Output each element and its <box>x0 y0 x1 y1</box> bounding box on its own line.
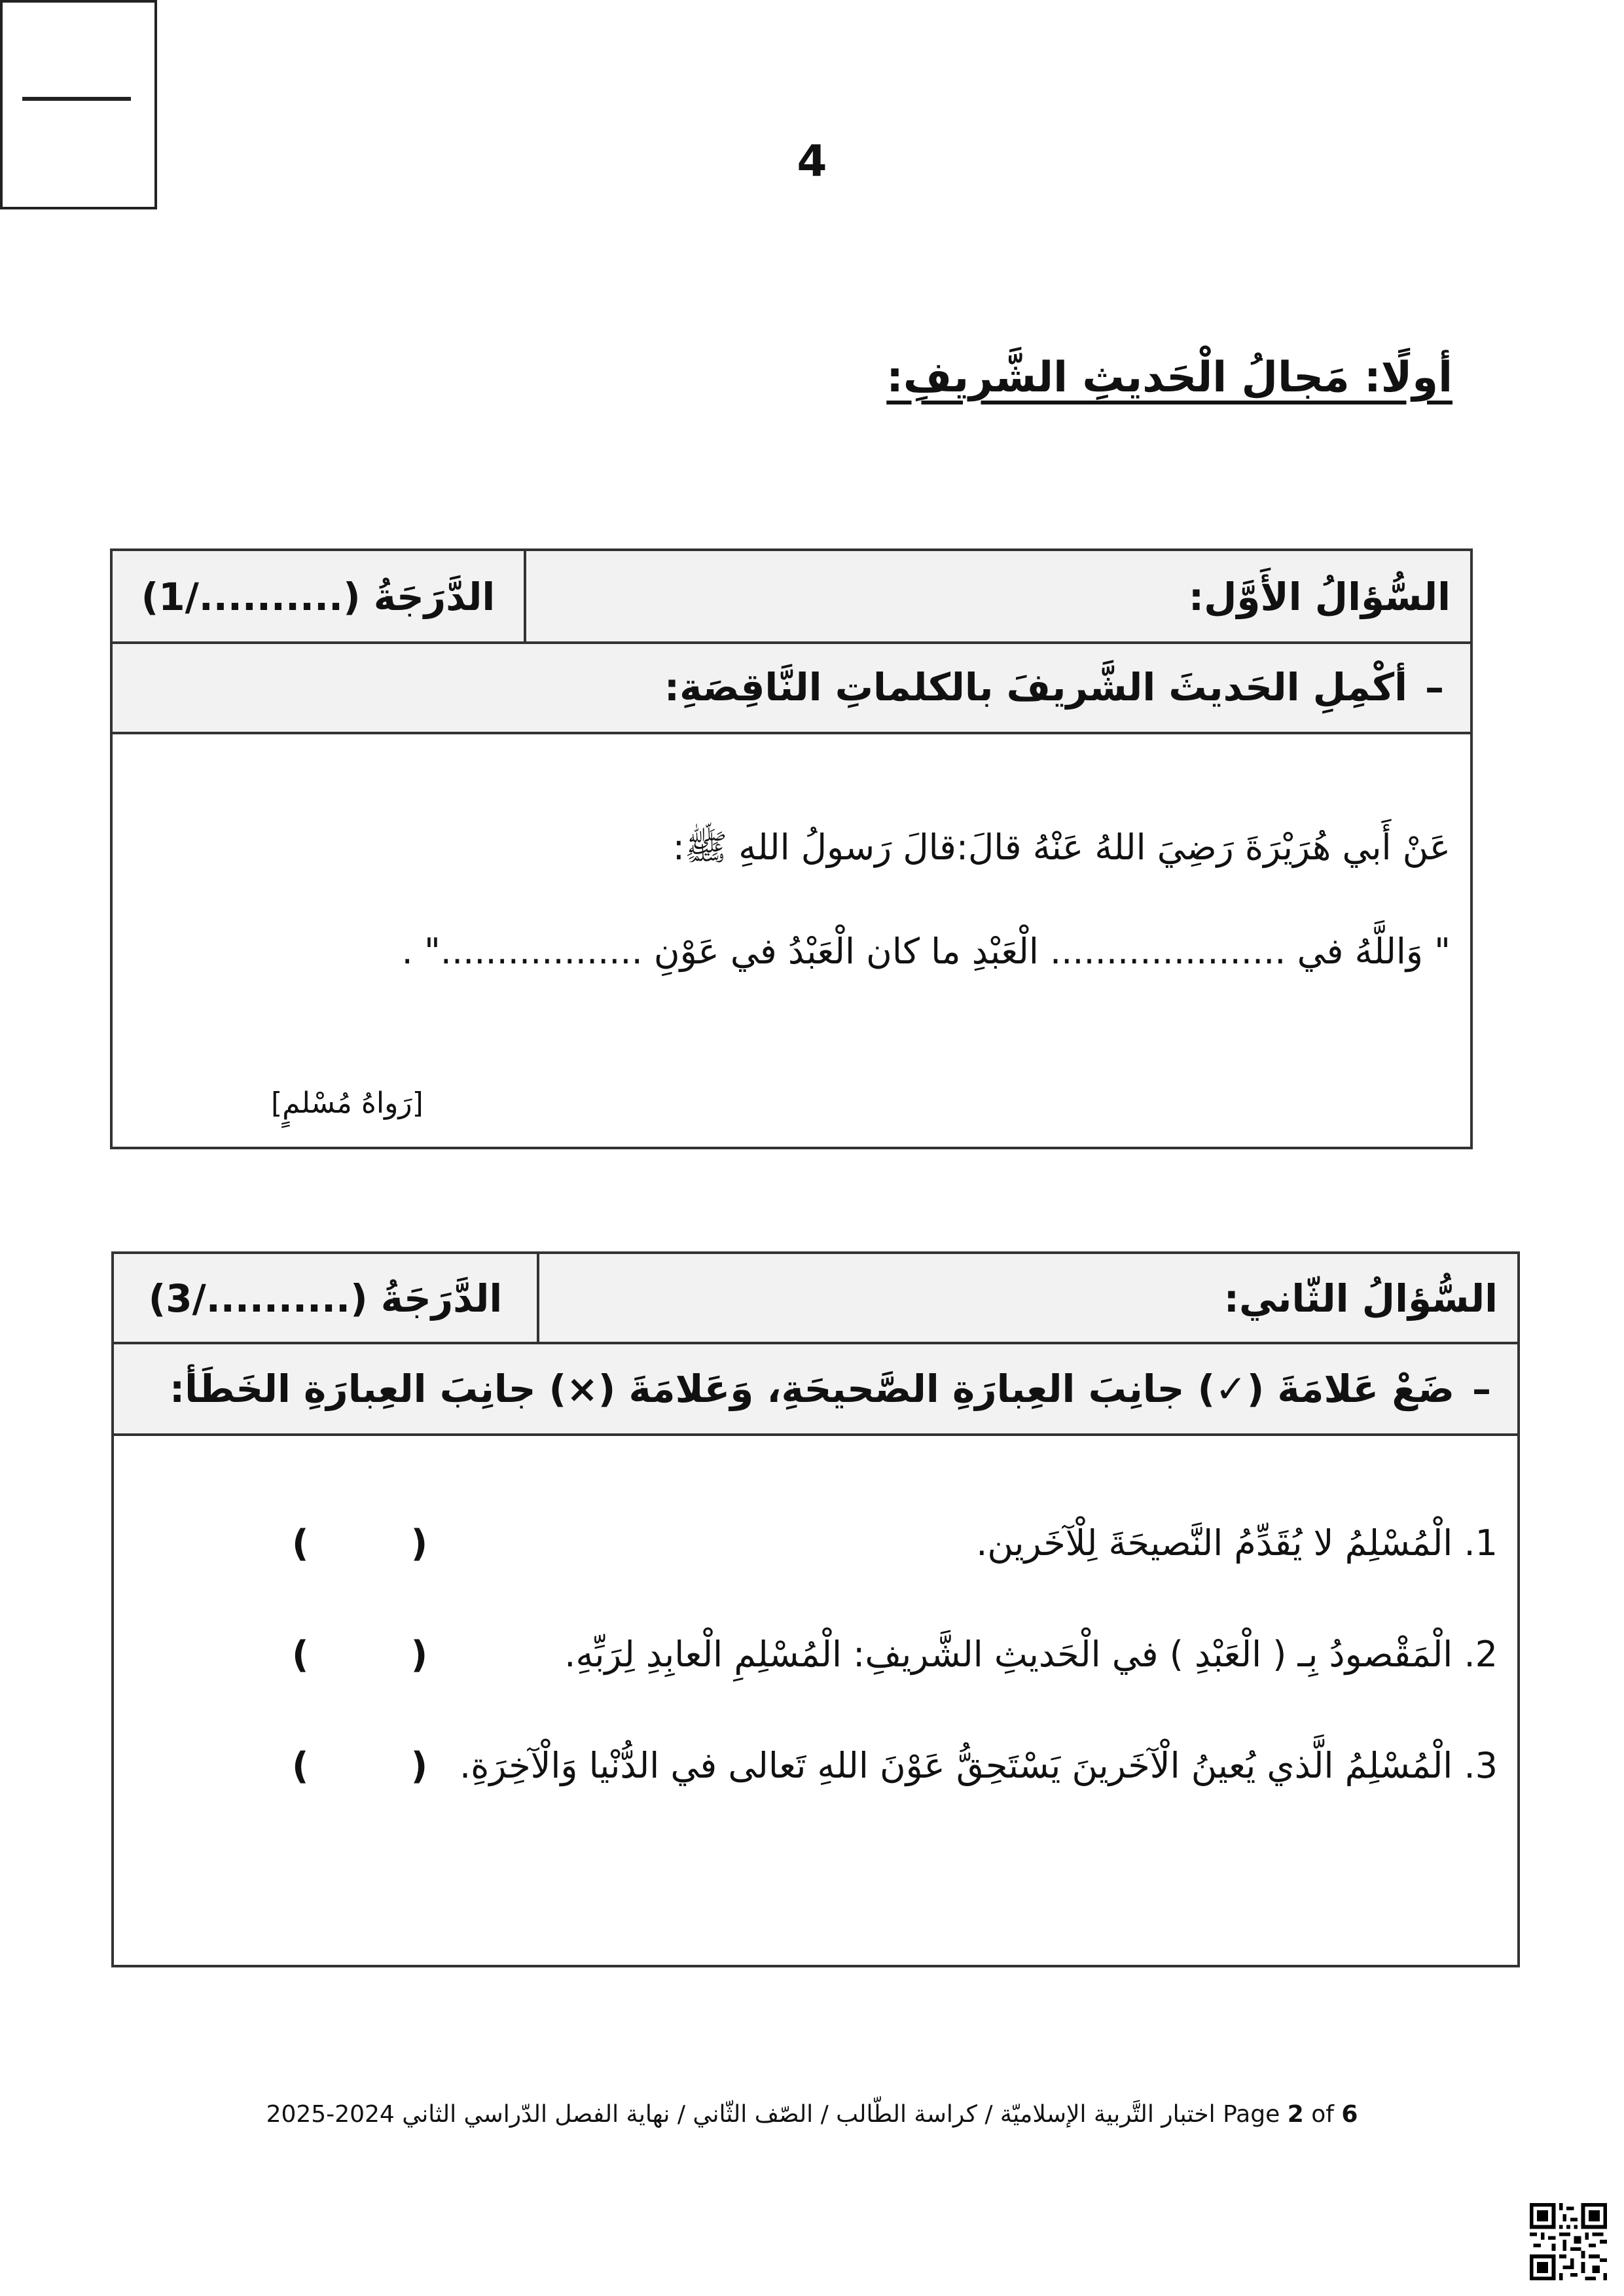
question-1-grade: الدَّرَجَةُ (........../1) <box>141 575 496 619</box>
question-2-instruction: ضَعْ عَلامَةَ (✓) جانِبَ العِبارَةِ الصَّحيحَةِ، وَعَلامَةَ (×) جانِبَ العِبارَةِ الخَطَأ: <box>169 1367 1454 1411</box>
statement-number: 2. <box>1464 1634 1498 1675</box>
page-indicator <box>1223 2101 1358 2128</box>
statement-1 <box>976 1522 1498 1564</box>
statement-text: الْمُسْلِمُ الَّذي يُعينُ الْآخَرينَ يَسْتَحِقُّ عَوْنَ اللهِ تَعالى في الدُّنْيا وَالْآخِرَةِ. <box>459 1745 1453 1786</box>
question-2-grade: الدَّرَجَةُ (........../3) <box>148 1276 503 1321</box>
qr-code-icon <box>1530 2203 1607 2280</box>
question-1-instruction-row <box>113 644 1470 734</box>
page-of: of <box>1311 2101 1334 2128</box>
question-2-title: السُّؤالُ الثّاني: <box>1223 1276 1498 1321</box>
question-1-instruction: أكْمِلِ الحَديثَ الشَّريفَ بالكلماتِ النَّاقِصَةِ: <box>664 665 1407 709</box>
question-1-header <box>113 551 1470 644</box>
page-current: 2 <box>1287 2101 1304 2128</box>
page-total: 6 <box>1341 2101 1358 2128</box>
statement-text: الْمَقْصودُ بِـ ( الْعَبْدِ ) في الْحَديثِ الشَّريفِ: الْمُسْلِمِ الْعابِدِ لِرَبِّهِ. <box>564 1634 1453 1675</box>
statement-2 <box>564 1634 1498 1675</box>
hadith-fill-in: " وَاللَّهُ في ..................... الْعَبْدِ ما كان الْعَبْدُ في عَوْنِ .................." . <box>401 931 1451 972</box>
score-blank-line <box>22 97 131 101</box>
statement-number: 3. <box>1464 1745 1498 1786</box>
instruction-dash: – <box>1425 665 1444 709</box>
answer-slot-2[interactable]: ( ) <box>292 1634 428 1676</box>
page-footer <box>0 2101 1624 2128</box>
statement-3 <box>460 1745 1498 1786</box>
question-2-instruction-row <box>114 1344 1517 1436</box>
hadith-source: [رَواهُ مُسْلمٍ] <box>271 1086 424 1120</box>
question-2-grade-cell <box>114 1254 539 1342</box>
question-1-grade-cell <box>113 551 526 641</box>
question-2-header <box>114 1254 1517 1344</box>
question-1-title: السُّؤالُ الأَوَّل: <box>1188 575 1451 619</box>
instruction-dash: – <box>1472 1367 1491 1411</box>
score-value: 4 <box>797 136 827 187</box>
page-label: Page <box>1223 2101 1280 2128</box>
question-1-box <box>110 548 1473 1149</box>
statement-text: الْمُسْلِمُ لا يُقَدِّمُ النَّصيحَةَ لِلْآخَرين. <box>976 1522 1453 1564</box>
section-title: أولًا: مَجالُ الْحَديثِ الشَّريفِ: <box>886 353 1453 402</box>
score-box <box>0 0 827 209</box>
answer-slot-3[interactable]: ( ) <box>292 1745 428 1787</box>
footer-description: اختبار التَّربية الإسلاميّة / كراسة الطّالب / الصّف الثّاني / نهاية الفصل الدّراسي الثاني 2024-2025 <box>266 2101 1216 2128</box>
statement-number: 1. <box>1464 1522 1498 1564</box>
question-2-box <box>111 1251 1520 1967</box>
hadith-narration: عَنْ أَبي هُرَيْرَةَ رَضِيَ اللهُ عَنْهُ قالَ:قالَ رَسولُ اللهِ ﷺ: <box>672 827 1451 868</box>
answer-slot-1[interactable]: ( ) <box>292 1522 428 1565</box>
